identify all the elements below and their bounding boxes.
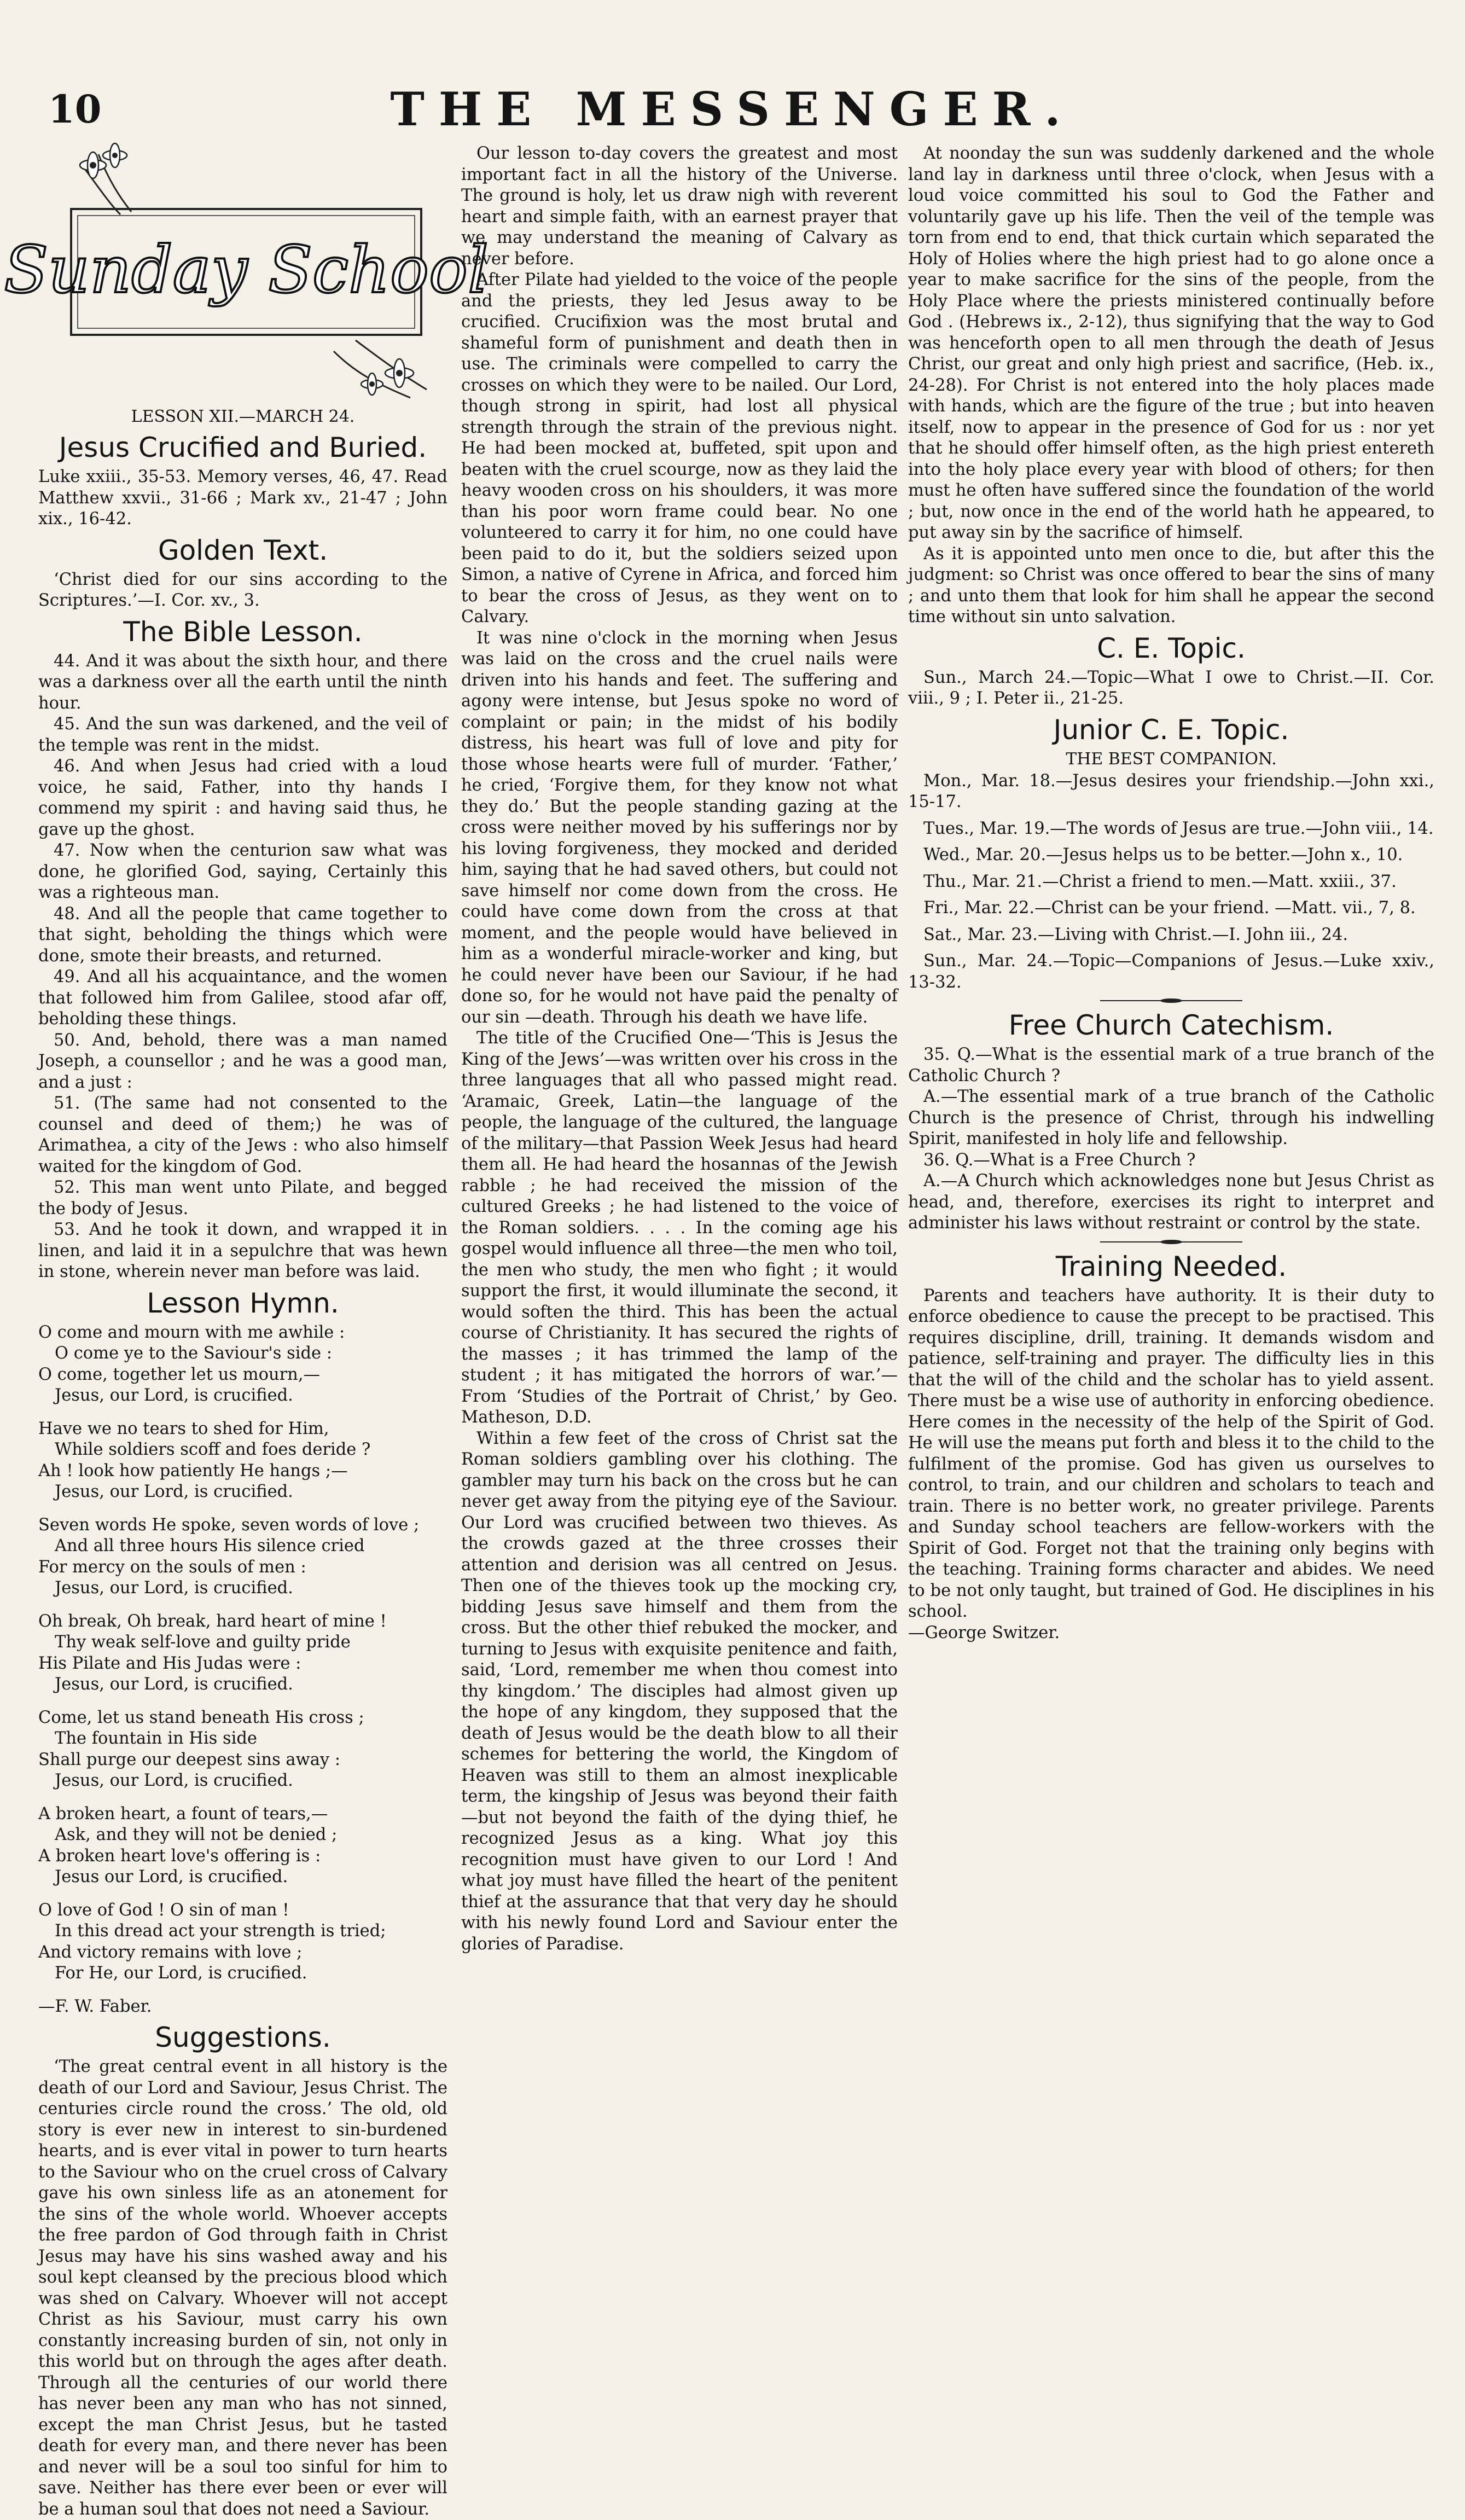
suggestions-paragraph-7: At noonday the sun was suddenly darkened and the whole land lay in darkness until three o'clock, when Jesus with a loud voice committed his soul to God the Father and voluntarily gave up his life. Then the veil of the temple was torn from end to end, that thick curtain which separated the Holy of Holies where the high priest had to go alone once a year to make sacrifice for the sins of the people, from the Holy Place where the priests ministered continually before God . (Hebrews ix., 2-12), thus signifying that the way to God was henceforth open to all men through the death of Jesus Christ, our great and only high priest and sacrifice, (Heb. ix., 24-28). For Christ is not entered into the holy places made with hands, which are the figure of the true ; but into heaven itself, now to appear in the presence of God for us : nor yet that he should offer himself often, as the high priest entereth into the holy place every year with blood of others; for then must he often have suffered since the foundation of the world ; but, now once in the end of the world hath he appeared, to put away sin by the sacrifice of himself. xyxy=(908,144,1434,542)
suggestions-heading: Suggestions. xyxy=(155,2022,331,2053)
column-2 xyxy=(461,143,898,1955)
bible-verse: 50. And, behold, there was a man named Joseph, a counsellor ; and he was a good man, and a just : xyxy=(38,1030,447,1092)
hymn-line: Come, let us stand beneath His cross ; xyxy=(38,1708,364,1727)
hymn-line: In this dread act your strength is tried; xyxy=(55,1921,386,1941)
junior-topic-item: Wed., Mar. 20.—Jesus helps us to be better.—John x., 10. xyxy=(923,845,1403,864)
hymn-line: For mercy on the souls of men : xyxy=(38,1557,306,1577)
hymn-line: O come ye to the Saviour's side : xyxy=(55,1344,333,1363)
bible-lesson-heading: The Bible Lesson. xyxy=(123,616,363,648)
hymn-line: Thy weak self-love and guilty pride xyxy=(55,1633,351,1652)
hymn-heading: Lesson Hymn. xyxy=(147,1287,339,1319)
bible-verse: 49. And all his acquaintance, and the women that followed him from Galilee, stood afar off, beholding these things. xyxy=(38,967,447,1029)
bible-verse: 52. This man went unto Pilate, and begged the body of Jesus. xyxy=(38,1178,447,1218)
hymn-line: O come and mourn with me awhile : xyxy=(38,1322,345,1342)
hymn-line: Jesus, our Lord, is crucified. xyxy=(55,1386,293,1405)
suggestions-paragraph-5: The title of the Crucified One—‘This is Jesus the King of the Jews’—was written over his cross in the three languages that all who passed might read. ‘Aramaic, Greek, Latin—the language of the people, the language of the cultured, the language of the military—that Passion Week Jesus had heard them all. He had heard the hosannas of the Jewish rabble ; he had received the mission of the cultured Greeks ; he had listened to the voice of the Roman soldiers. . . . In the coming age his gospel would influence all three—the men who toil, the men who study, the men who fight ; it would support the first, it would illuminate the second, it would soften the third. This has been the actual course of Christianity. It has secured the rights of the masses ; it has trimmed the lamp of the student ; it has mitigated the horrors of war.’—From ‘Studies of the Portrait of Christ,’ by Geo. Matheson, D.D. xyxy=(461,1029,898,1427)
hymn-line: A broken heart love's offering is : xyxy=(38,1846,321,1866)
masthead-title: THE MESSENGER. xyxy=(390,82,1075,136)
catechism-paragraph: 35. Q.—What is the essential mark of a true branch of the Catholic Church ? xyxy=(908,1045,1434,1085)
hymn-line: Shall purge our deepest sins away : xyxy=(38,1750,341,1769)
hymn-line: Jesus, our Lord, is crucified. xyxy=(55,1675,293,1694)
section-divider xyxy=(1100,998,1242,1003)
catechism-paragraph: A.—A Church which acknowledges none but Jesus Christ as head, and, therefore, exercises its right to interpret and administer his laws without restraint or control by the state. xyxy=(908,1171,1434,1233)
golden-text: ‘Christ died for our sins according to the Scriptures.’—I. Cor. xv., 3. xyxy=(38,570,447,610)
hymn-line: While soldiers scoff and foes deride ? xyxy=(55,1440,371,1459)
junior-topic-item: Sat., Mar. 23.—Living with Christ.—I. John iii., 24. xyxy=(923,925,1348,944)
suggestions-paragraph-8: As it is appointed unto men once to die, but after this the judgment: so Christ was once offered to bear the sins of many ; and unto them that look for him shall he appear the second time without sin unto salvation. xyxy=(908,544,1434,626)
suggestions-paragraph-3: After Pilate had yielded to the voice of the people and the priests, they led Jesus away to be crucified. Crucifixion was the most brutal and shameful form of punishment and death then in use. The criminals were compelled to carry the crosses on which they were to be nailed. Our Lord, though strong in spirit, had lost all physical strength through the strain of the previous night. He had been mocked at, buffeted, spit upon and beaten with the cruel scourge, now as they laid the heavy wooden cross on his shoulders, it was more than his poor worn frame could bear. No one volunteered to carry it for him, no one could have been paid to do it, but the soldiers seized upon Simon, a native of Cyrene in Africa, and forced him to bear the cross of Jesus, as they went on to Calvary. xyxy=(461,270,898,626)
hymn-stanza xyxy=(38,1515,447,1599)
lesson-title: Jesus Crucified and Buried. xyxy=(59,432,427,463)
hymn-line: Ah ! look how patiently He hangs ;— xyxy=(38,1461,348,1480)
hymn-stanza xyxy=(38,1708,447,1792)
suggestions-paragraph-6: Within a few feet of the cross of Christ sat the Roman soldiers gambling over his clothing. The gambler may turn his back on the cross but he can never get away from the pitying eye of the Saviour. Our Lord was crucified between two thieves. As the crowds gazed at the three crosses their attention and derision was all centred on Jesus. Then one of the thieves took up the mocking cry, bidding Jesus save himself and them from the cross. But the other thief rebuked the mocker, and turning to Jesus with exquisite penitence and faith, said, ‘Lord, remember me when thou comest into thy kingdom.’ The disciples had almost given up the hope of any kingdom, they supposed that the death of Jesus would be the death blow to all their schemes for bettering the world, the Kingdom of Heaven was still to them an almost inexplicable term, the kingship of Jesus was beyond their faith—but not beyond the faith of the dying thief, he recognized Jesus as a king. What joy this recognition must have given to our Lord ! And what joy must have filled the heart of the penitent thief at the assurance that that very day he should with his newly found Lord and Saviour enter the glories of Paradise. xyxy=(461,1429,898,1954)
hymn-line: O love of God ! O sin of man ! xyxy=(38,1900,289,1920)
hymn-line: Have we no tears to shed for Him, xyxy=(38,1419,329,1438)
hymn-stanza xyxy=(38,1322,447,1407)
hymn-line: O come, together let us mourn,— xyxy=(38,1364,321,1384)
hymn-line: His Pilate and His Judas were : xyxy=(38,1653,301,1673)
hymn-stanza xyxy=(38,1900,447,1984)
junior-topic-heading: Junior C. E. Topic. xyxy=(1053,713,1289,746)
catechism-paragraph: 36. Q.—What is a Free Church ? xyxy=(923,1150,1196,1170)
hymn-line: And victory remains with love ; xyxy=(38,1942,303,1962)
junior-topic-list xyxy=(908,771,1434,994)
bible-verse: 44. And it was about the sixth hour, and there was a darkness over all the earth until the ninth hour. xyxy=(38,651,447,713)
bible-verse: 51. (The same had not consented to the counsel and deed of them;) he was of Arimathea, a city of the Jews : who also himself waited for the kingdom of God. xyxy=(38,1094,447,1176)
hymn-line: Jesus, our Lord, is crucified. xyxy=(55,1482,293,1501)
catechism-body xyxy=(908,1044,1434,1234)
hymn-stanza xyxy=(38,1611,447,1696)
training-text: Parents and teachers have authority. It is their duty to enforce obedience to cause the precept to be practised. This requires discipline, drill, training. It demands wisdom and patience, self-training and prayer. The difficulty lies in this that the will of the child and the scholar has to yield assent. There must be a wise use of authority in enforcing obedience. Here comes in the necessity of the help of the Spirit of God. He will use the means put forth and bless it to the child to the fulfilment of the promise. God has given us ourselves to control, to train, and our children and scholars to teach and train. There is no better work, no greater privilege. Parents and Sunday school teachers are fellow-workers with the Spirit of God. Forget not that the training only begins with the teaching. Training forms character and abides. We need to be not only taught, but trained of God. He disciplines in his school. xyxy=(908,1286,1434,1621)
hymn-line: Jesus, our Lord, is crucified. xyxy=(55,1578,293,1598)
hymn-line: For He, our Lord, is crucified. xyxy=(55,1964,307,1983)
junior-topic-item: Mon., Mar. 18.—Jesus desires your friendship.—John xxi., 15-17. xyxy=(908,771,1434,811)
lesson-references: Luke xxiii., 35-53. Memory verses, 46, 47. Read Matthew xxvii., 31-66 ; Mark xv., 21-47 ; John xix., 16-42. xyxy=(38,467,447,529)
hymn-line: Jesus our Lord, is crucified. xyxy=(55,1867,288,1886)
bible-verse: 53. And he took it down, and wrapped it in linen, and laid it in a sepulchre that was hewn in stone, wherein never man before was laid. xyxy=(38,1220,447,1281)
hymn-stanza xyxy=(38,1804,447,1888)
bible-verse: 48. And all the people that came together to that sight, beholding the things which were done, smote their breasts, and returned. xyxy=(38,904,447,966)
ce-topic-text: Sun., March 24.—Topic—What I owe to Christ.—II. Cor. viii., 9 ; I. Peter ii., 21-25. xyxy=(908,667,1434,708)
hymn-line: Oh break, Oh break, hard heart of mine ! xyxy=(38,1611,387,1631)
bible-verse: 46. And when Jesus had cried with a loud voice, he said, Father, into thy hands I commend my spirit : and having said thus, he gave up the ghost. xyxy=(38,757,447,839)
sunday-school-banner xyxy=(4,143,489,400)
hymn-line: The fountain in His side xyxy=(55,1729,257,1748)
bible-lesson-verses xyxy=(38,651,447,1283)
column-3 xyxy=(908,143,1434,1644)
junior-topic-item: Tues., Mar. 19.—The words of Jesus are true.—John viii., 14. xyxy=(923,818,1434,838)
hymn-body xyxy=(38,1322,447,1984)
hymn-line: And all three hours His silence cried xyxy=(55,1536,365,1555)
lesson-number: LESSON XII.—MARCH 24. xyxy=(131,407,355,426)
junior-topic-subheading: THE BEST COMPANION. xyxy=(1066,749,1277,769)
training-author: —George Switzer. xyxy=(908,1623,1060,1642)
junior-topic-item: Thu., Mar. 21.—Christ a friend to men.—Matt. xxiii., 37. xyxy=(923,872,1397,891)
training-heading: Training Needed. xyxy=(1055,1250,1287,1282)
column-1 xyxy=(4,143,489,2520)
hymn-line: Ask, and they will not be denied ; xyxy=(55,1825,338,1844)
suggestions-paragraph-1: ‘The great central event in all history is the death of our Lord and Saviour, Jesus Christ. The centuries circle round the cross.’ The old, old story is ever new in interest to sin-burdened hearts, and is ever vital in power to turn hearts to the Saviour who on the cruel cross of Calvary gave his own sinless life as an atonement for the sins of the whole world. Whoever accepts the free pardon of God through faith in Christ Jesus may have his sins washed away and his soul kept cleansed by the precious blood which was shed on Calvary. Whoever will not accept Christ as his Saviour, must carry his own constantly increasing burden of sin, not only in this world but on through the ages after death. Through all the centuries of our world there has never been any man who has not sinned, except the man Christ Jesus, but he tasted death for every man, and there never has been and never will be a soul too sinful for him to save. Neither has there ever been or ever will be a human soul that does not need a Saviour. xyxy=(38,2057,447,2519)
hymn-author: —F. W. Faber. xyxy=(38,1996,152,2016)
bible-verse: 45. And the sun was darkened, and the veil of the temple was rent in the midst. xyxy=(38,715,447,755)
junior-topic-item: Fri., Mar. 22.—Christ can be your friend. —Matt. vii., 7, 8. xyxy=(923,898,1416,918)
catechism-paragraph: A.—The essential mark of a true branch of the Catholic Church is the presence of Christ, through his indwelling Spirit, manifested in holy life and fellowship. xyxy=(908,1087,1434,1148)
suggestions-paragraph-4: It was nine o'clock in the morning when Jesus was laid on the cross and the cruel nails were driven into his hands and feet. The suffering and agony were intense, but Jesus spoke no word of complaint or pain; in the midst of his bodily distress, his heart was full of love and pity for those whose hearts were full of murder. ‘Father,’ he cried, ‘Forgive them, for they know not what they do.’ But the people standing gazing at the cross were neither moved by his sufferings nor by his loving forgiveness, they mocked and derided him, saying that he had saved others, but could not save himself nor come down from the cross. He could have come down from the cross at that moment, and the people would have believed in him as a wonderful miracle-worker and king, but he could never have been our Saviour, if he had done so, for he would not have paid the penalty of our sin —death. Through his death we have life. xyxy=(461,628,898,1027)
junior-topic-item: Sun., Mar. 24.—Topic—Companions of Jesus.—Luke xxiv., 13-32. xyxy=(908,951,1434,992)
banner-text: Sunday School xyxy=(4,232,489,307)
hymn-line: A broken heart, a fount of tears,— xyxy=(38,1804,328,1824)
golden-text-heading: Golden Text. xyxy=(158,534,328,566)
catechism-heading: Free Church Catechism. xyxy=(1008,1009,1334,1041)
hymn-line: Seven words He spoke, seven words of love ; xyxy=(38,1515,420,1535)
hymn-stanza xyxy=(38,1419,447,1503)
ce-topic-heading: C. E. Topic. xyxy=(1097,632,1246,664)
section-divider xyxy=(1100,1240,1242,1244)
hymn-line: Jesus, our Lord, is crucified. xyxy=(55,1771,293,1790)
page-number: 10 xyxy=(48,86,102,132)
suggestions-paragraph-2: Our lesson to-day covers the greatest and most important fact in all the history of the Universe. The ground is holy, let us draw nigh with reverent heart and simple faith, with an earnest prayer that we may understand the meaning of Calvary as never before. xyxy=(461,144,898,269)
bible-verse: 47. Now when the centurion saw what was done, he glorified God, saying, Certainly this was a righteous man. xyxy=(38,841,447,902)
